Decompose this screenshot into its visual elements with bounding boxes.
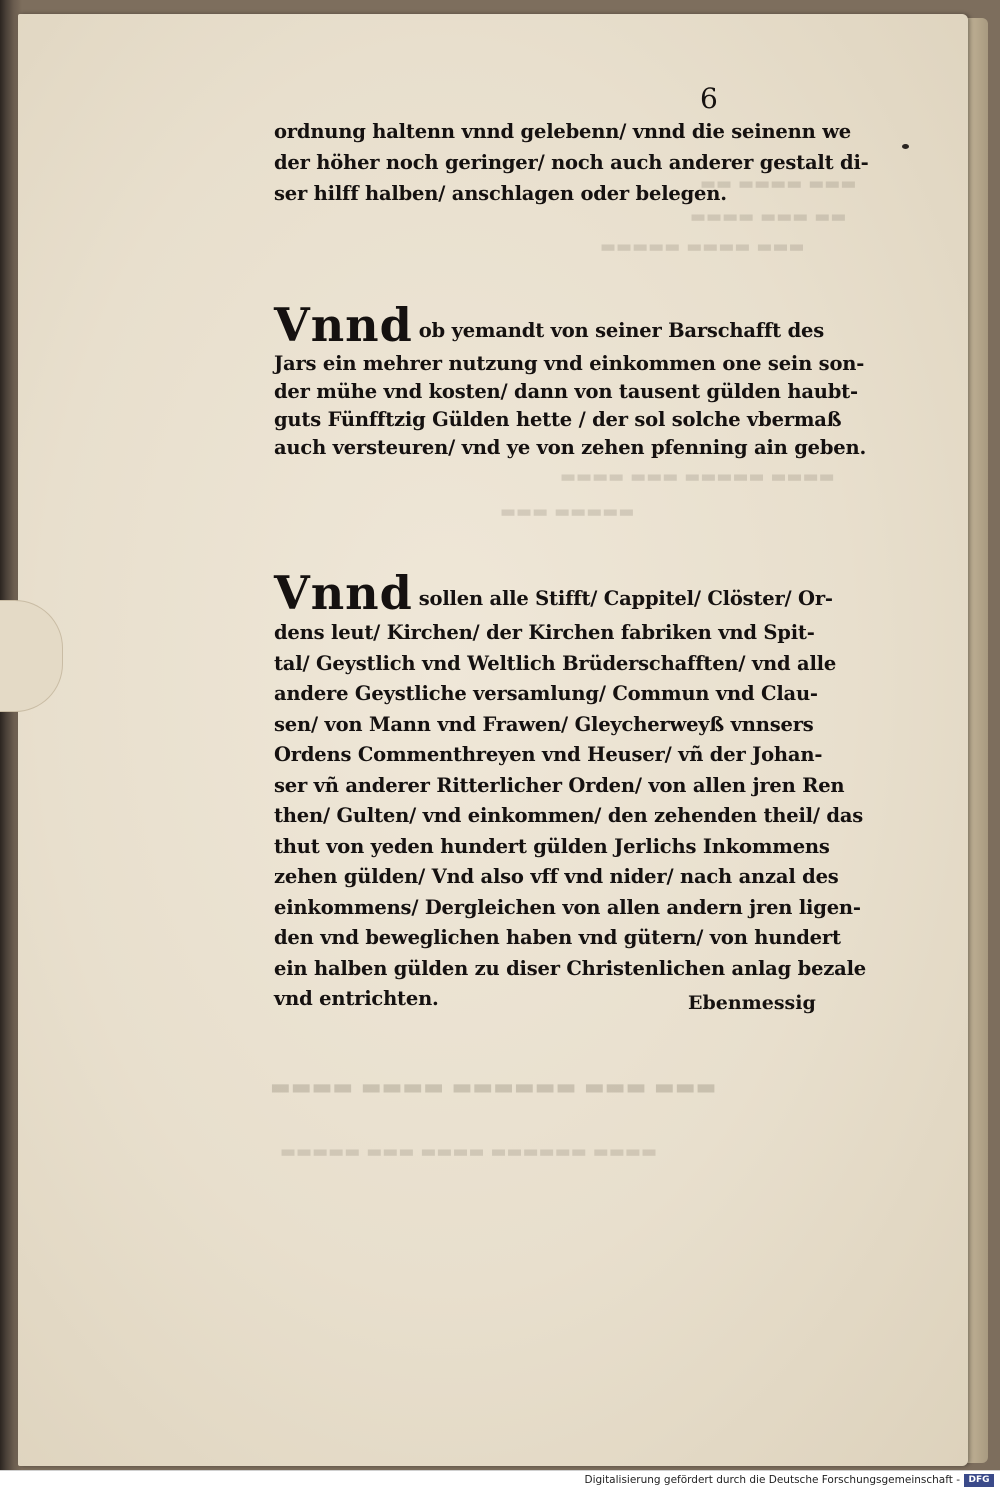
catchword: Ebenmessig (688, 992, 816, 1014)
paragraph-1 (274, 116, 869, 209)
text-line: tal/ Geystlich vnd Weltlich Brüderschafften/ vnd alle (274, 651, 837, 675)
text-line: vnd entrichten. (274, 987, 439, 1010)
show-through-text: ▬▬▬ ▬▬▬ ▬▬▬▬▬▬ ▬▬▬▬ ▬▬▬▬ (270, 1074, 717, 1100)
first-line-text: ob yemandt von seiner Barschafft des (418, 319, 824, 342)
dfg-logo: DFG (964, 1474, 994, 1487)
show-through-text: ▬▬▬▬ ▬▬▬ ▬▬▬▬▬ ▬▬▬▬ (560, 467, 835, 487)
text-line: einkommens/ Dergleichen von allen andern jren ligen- (274, 895, 861, 919)
text-line: ser vñ anderer Ritterlicher Orden/ von allen jren Ren (274, 773, 845, 797)
show-through-text: ▬▬▬▬▬ ▬▬▬▬ ▬▬▬ (600, 237, 805, 257)
text-line: der höher noch geringer/ noch auch anderer gestalt di- (274, 151, 869, 174)
initial-word: Vnnd (274, 566, 413, 620)
paragraph-2 (274, 300, 866, 462)
text-line: Jars ein mehrer nutzung vnd einkommen one sein son- (274, 352, 865, 375)
text-line: zehen gülden/ Vnd also vff vnd nider/ nach anzal des (274, 865, 839, 888)
text-line: den vnd beweglichen haben vnd gütern/ von hundert (274, 926, 841, 949)
text-line (274, 300, 866, 350)
ink-mark (902, 144, 909, 149)
paragraph-3 (274, 568, 866, 1015)
show-through-text: ▬▬ ▬▬▬▬ ▬▬▬ (700, 174, 857, 194)
show-through-text: ▬▬▬▬▬ ▬▬▬ ▬▬▬▬ ▬▬▬▬▬▬ ▬▬▬▬ (280, 1142, 658, 1162)
initial-word: Vnnd (274, 298, 413, 352)
text-line: sen/ von Mann vnd Frawen/ Gleycherweyß vnnsers (274, 712, 814, 736)
footer-bar (0, 1470, 1000, 1491)
first-line-text: sollen alle Stifft/ Cappitel/ Clöster/ Or- (418, 587, 833, 610)
text-line: der mühe vnd kosten/ dann von tausent gülden haubt- (274, 380, 858, 403)
page-number: 6 (700, 82, 718, 115)
text-line (274, 568, 866, 618)
text-line: thut von yeden hundert gülden Jerlichs Inkommens (274, 834, 830, 858)
text-line: ser hilff halben/ anschlagen oder belegen. (274, 182, 727, 205)
show-through-text: ▬▬▬ ▬▬▬▬▬ (500, 502, 635, 522)
funding-credit: Digitalisierung gefördert durch die Deutsche Forschungsgemeinschaft - (584, 1474, 960, 1486)
text-line: then/ Gulten/ vnd einkommen/ den zehenden theil/ das (274, 804, 864, 827)
text-line: ein halben gülden zu diser Christenlichen anlag bezale (274, 956, 866, 980)
text-line: dens leut/ Kirchen/ der Kirchen fabriken vnd Spit- (274, 621, 815, 644)
text-line: Ordens Commenthreyen vnd Heuser/ vñ der Johan- (274, 743, 823, 766)
text-line: andere Geystliche versamlung/ Commun vnd Clau- (274, 682, 818, 705)
text-line: ordnung haltenn vnnd gelebenn/ vnnd die seinenn we (274, 120, 851, 143)
show-through-text: ▬▬▬▬ ▬▬▬ ▬▬ (690, 207, 847, 227)
text-line: auch versteuren/ vnd ye von zehen pfenning ain geben. (274, 436, 867, 459)
text-line: guts Fünfftzig Gülden hette / der sol solche vbermaß (274, 408, 842, 431)
